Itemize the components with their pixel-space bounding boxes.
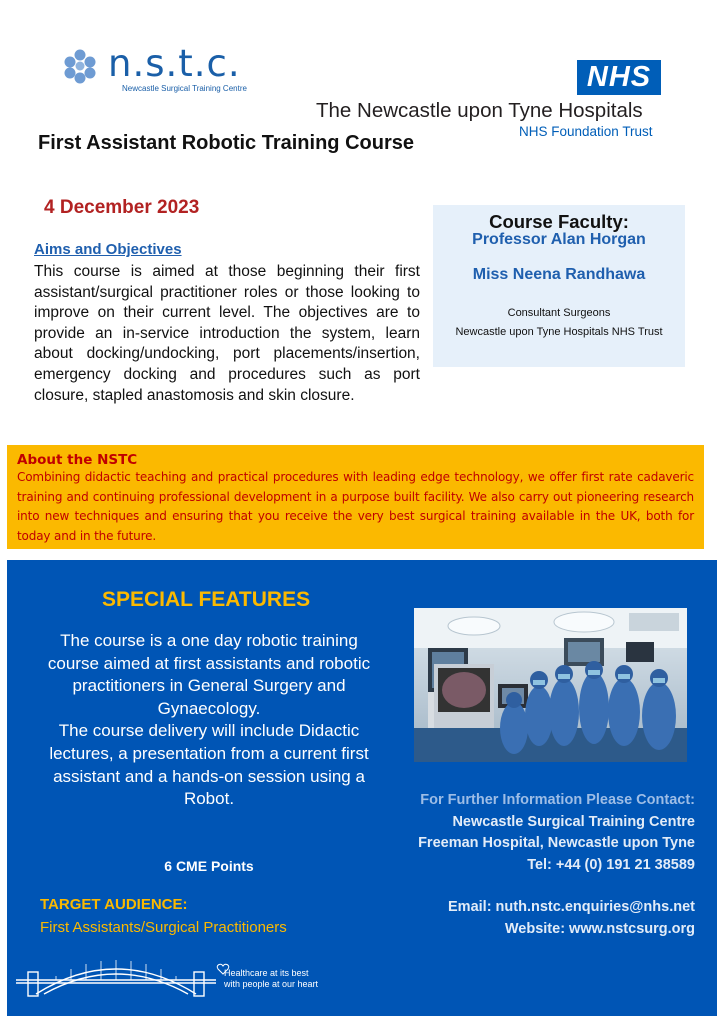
contact-address: Freeman Hospital, Newcastle upon Tyne bbox=[418, 835, 695, 851]
contact-heading: For Further Information Please Contact: bbox=[420, 792, 695, 808]
contact-block bbox=[418, 790, 695, 940]
trust-subtitle: NHS Foundation Trust bbox=[519, 124, 653, 139]
faculty-member-1: Professor Alan Horgan bbox=[472, 231, 646, 248]
aims-heading: Aims and Objectives bbox=[34, 241, 182, 258]
nhs-tagline bbox=[224, 968, 318, 990]
faculty-role: Consultant Surgeons bbox=[507, 307, 611, 319]
nstc-flower-icon bbox=[62, 48, 98, 84]
special-paragraph-1: The course is a one day robotic training course aimed at first assistants and robotic practitioners in General Surgery and Gynaecology. bbox=[47, 631, 371, 718]
target-audience-body: First Assistants/Surgical Practitioners bbox=[40, 919, 287, 936]
faculty-organisation: Newcastle upon Tyne Hospitals NHS Trust bbox=[455, 326, 663, 338]
nhs-logo: NHS bbox=[577, 60, 661, 95]
contact-spacer bbox=[418, 876, 695, 897]
special-paragraph-2: The course delivery will include Didactic lectures, a presentation from a current first assistant and a hands-on session using a Robot. bbox=[49, 721, 369, 809]
nstc-logo bbox=[62, 44, 252, 94]
tagline-line-2: with people at our heart bbox=[224, 979, 319, 989]
contact-name: Newcastle Surgical Training Centre bbox=[452, 813, 695, 830]
about-nstc-box bbox=[7, 445, 704, 549]
nstc-full-name: Newcastle Surgical Training Centre bbox=[122, 84, 247, 93]
tagline-line-1: Healthcare at its best bbox=[224, 968, 309, 978]
tyne-bridge-icon bbox=[16, 950, 216, 1000]
contact-website[interactable]: Website: www.nstcsurg.org bbox=[504, 920, 695, 937]
target-audience-heading: TARGET AUDIENCE: bbox=[40, 896, 188, 913]
aims-body: This course is aimed at those beginning their first assistant/surgical practitioner roles or those looking to improve on their current level. The objectives are to provide an in-service introduction the system, learn about docking/undocking, port placements/insertion, emergency docking and procedures such as port closure, stapled anastomosis and skin closure. bbox=[34, 263, 420, 404]
special-features-body bbox=[36, 630, 382, 811]
course-title: First Assistant Robotic Training Course bbox=[38, 132, 414, 154]
about-heading: About the NSTC bbox=[17, 452, 138, 468]
contact-email[interactable]: Email: nuth.nstc.enquiries@nhs.net bbox=[448, 899, 695, 915]
course-date: 4 December 2023 bbox=[44, 197, 200, 218]
cme-points: 6 CME Points bbox=[164, 858, 254, 874]
nstc-wordmark: n.s.t.c. bbox=[108, 42, 241, 85]
contact-tel: Tel: +44 (0) 191 21 38589 bbox=[527, 856, 695, 873]
trust-name: The Newcastle upon Tyne Hospitals bbox=[316, 99, 643, 122]
faculty-title: Course Faculty: bbox=[489, 211, 629, 232]
faculty-box bbox=[433, 205, 685, 367]
special-features-heading: SPECIAL FEATURES bbox=[102, 588, 311, 611]
operating-theatre-photo bbox=[414, 608, 687, 762]
about-body: Combining didactic teaching and practical procedures with leading edge technology, we offer first rate cadaveric training and continuing professional development in a purpose built facility. We also carry out pioneering research into new techniques and ensuring that you receive the very best surgical training available in the UK, both for today and in the future. bbox=[17, 470, 694, 543]
faculty-member-2: Miss Neena Randhawa bbox=[472, 266, 646, 283]
